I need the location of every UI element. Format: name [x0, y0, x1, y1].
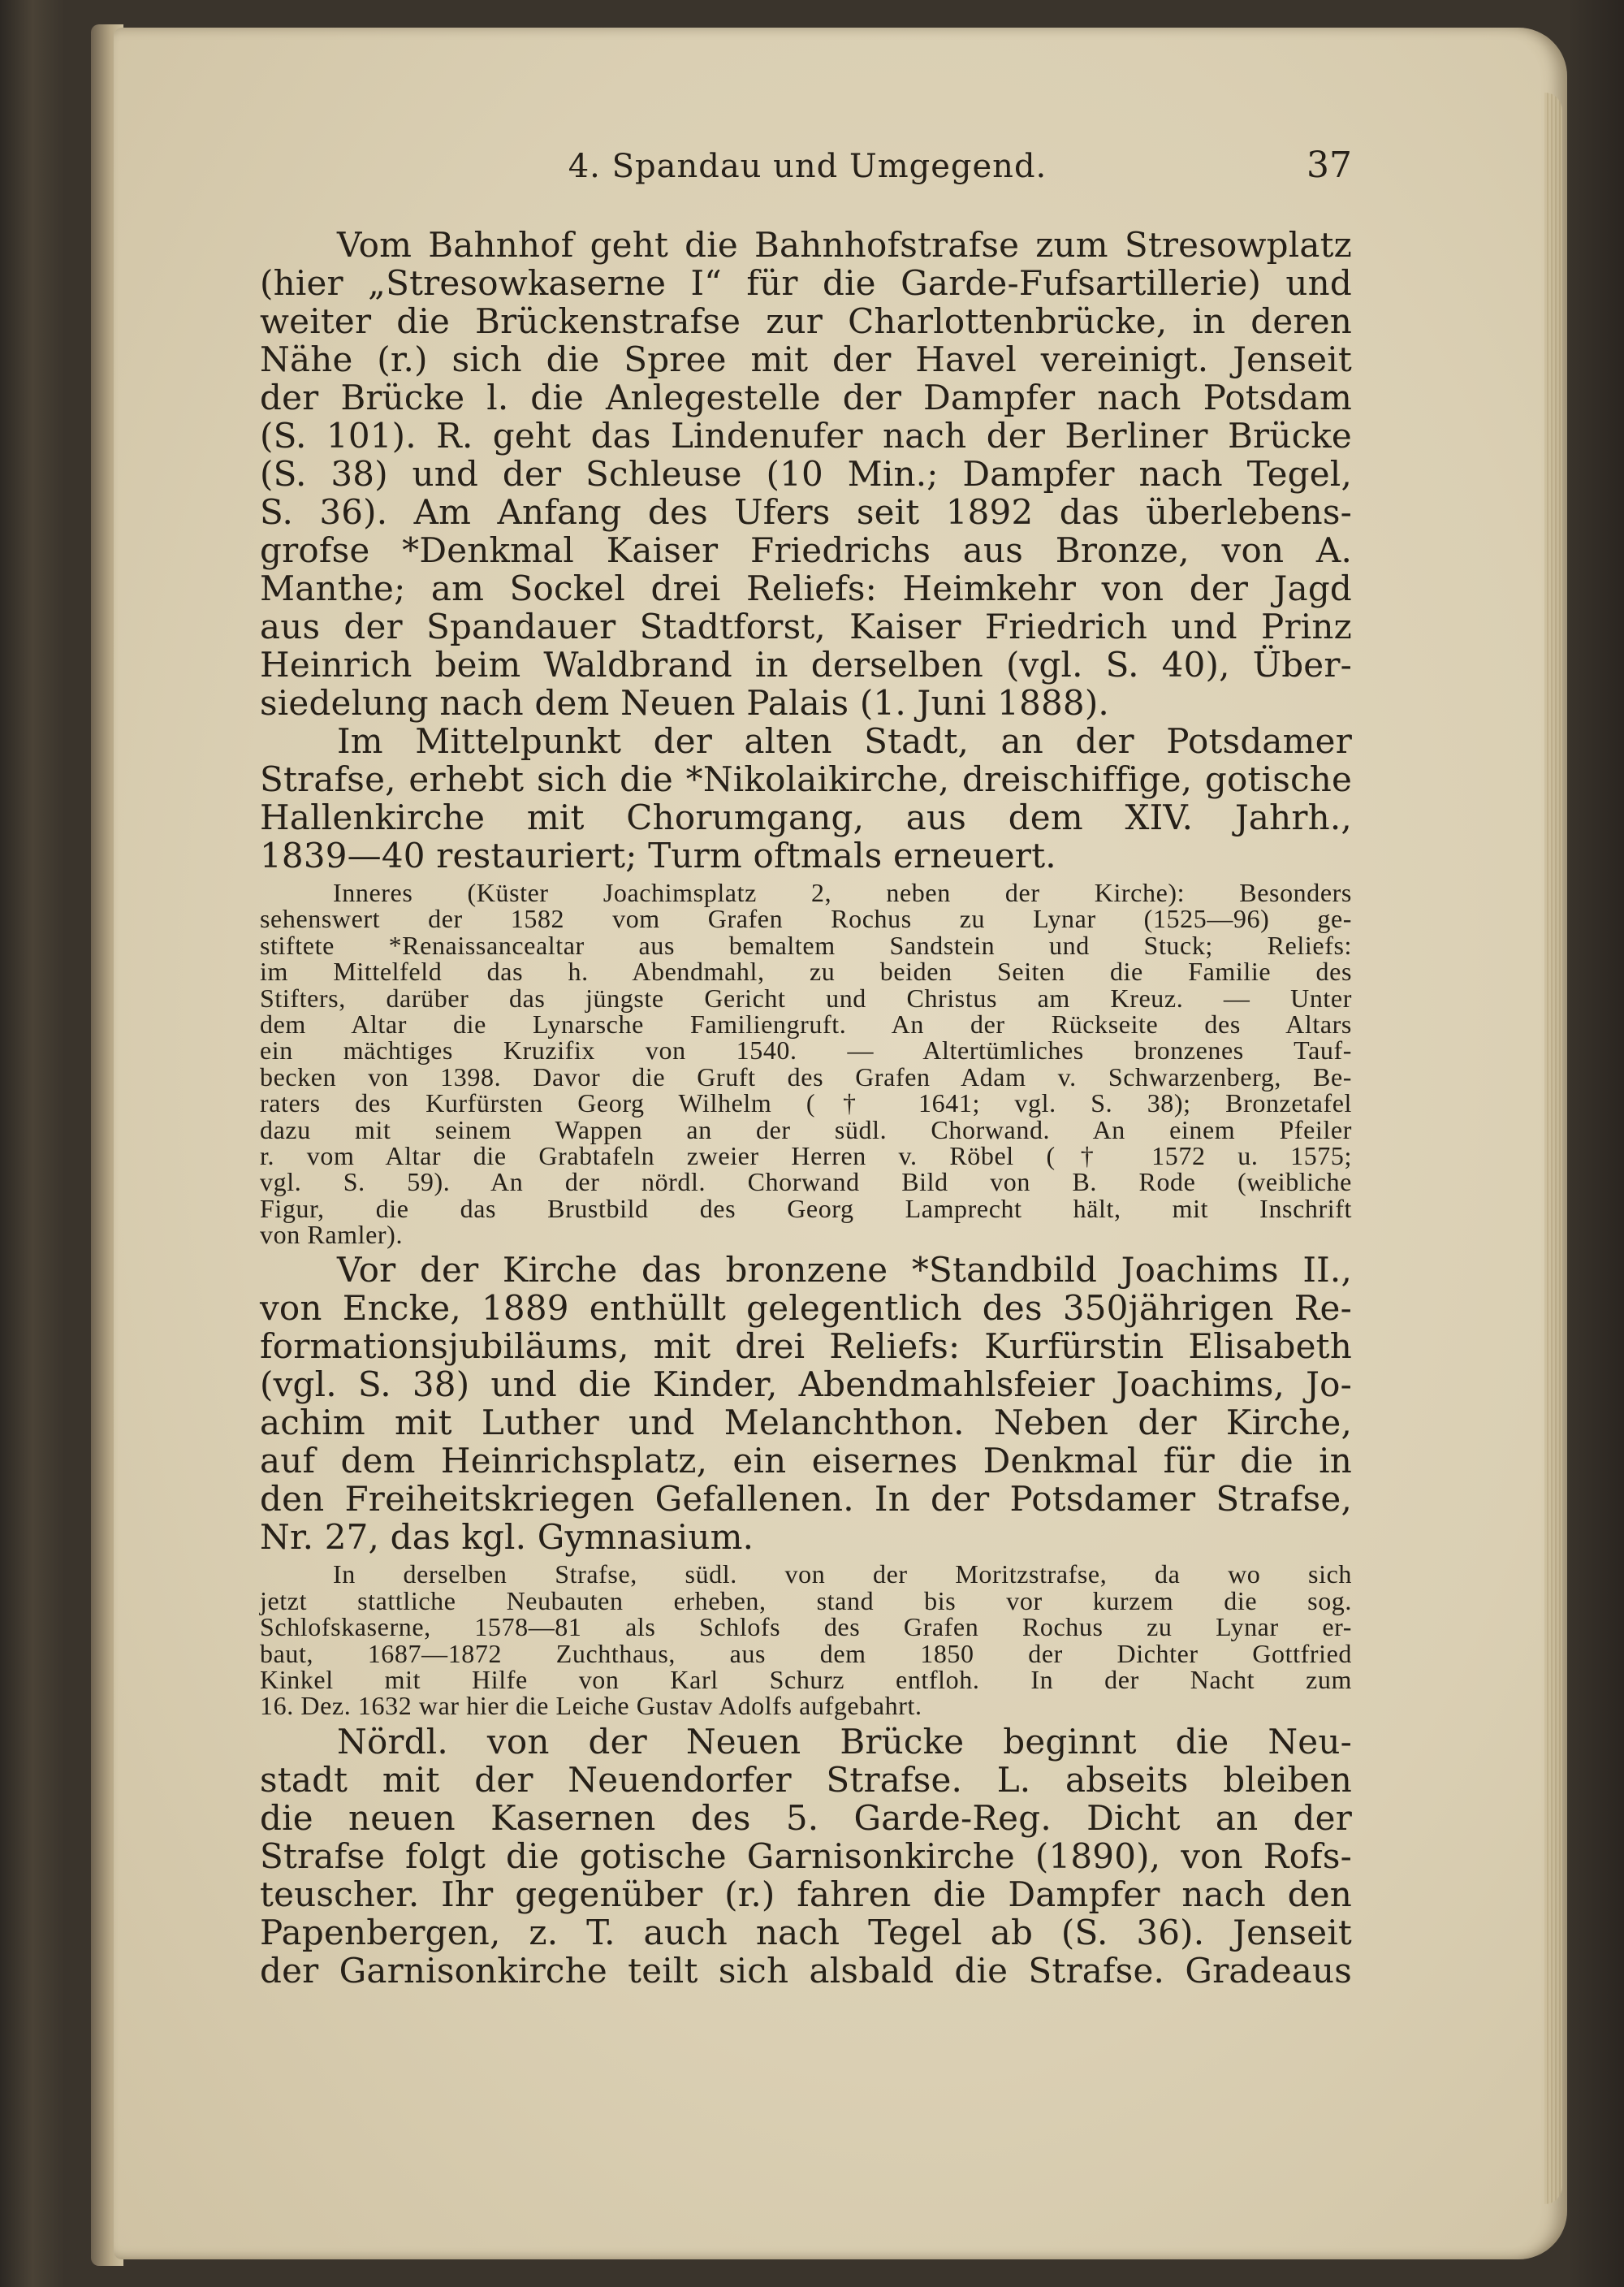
text-line: S. 36). Am Anfang des Ufers seit 1892 das überlebens-: [260, 492, 1352, 532]
text-line: Vom Bahnhof geht die Bahnhofstrafse zum Stresowplatz: [337, 225, 1352, 265]
text-line: stadt mit der Neuendorfer Strafse. L. abseits bleiben: [260, 1759, 1352, 1800]
note-line: ein mächtiges Kruzifix von 1540. — Altertümliches bronzenes Tauf-: [260, 1035, 1352, 1066]
page-number: 37: [1307, 145, 1352, 186]
note-line: raters des Kurfürsten Georg Wilhelm († 1641; vgl. S. 38); Bronzetafel: [260, 1088, 1352, 1118]
note-line: stiftete *Renaissancealtar aus bemaltem Sandstein und Stuck; Reliefs:: [260, 930, 1352, 960]
text-line: weiter die Brückenstrafse zur Charlottenbrücke, in deren: [260, 301, 1352, 341]
text-line: von Encke, 1889 enthüllt gelegentlich des 350jährigen Re-: [260, 1288, 1352, 1329]
text-line: Im Mittelpunkt der alten Stadt, an der Potsdamer: [337, 721, 1352, 761]
text-line: Nähe (r.) sich die Spree mit der Havel vereinigt. Jenseit: [260, 339, 1352, 379]
note-line: jetzt stattliche Neubauten erheben, stand bis vor kurzem die sog.: [260, 1585, 1352, 1615]
note-line: Stifters, darüber das jüngste Gericht und Christus am Kreuz. — Unter: [260, 983, 1352, 1013]
note-line: Inneres (Küster Joachimsplatz 2, neben der Kirche): Besonders: [333, 878, 1352, 907]
note-inneres: [260, 878, 1352, 1250]
text-line: Heinrich beim Waldbrand in derselben (vgl. S. 40), Über-: [260, 645, 1352, 685]
note-line: Schlofskaserne, 1578—81 als Schlofs des Grafen Rochus zu Lynar er-: [260, 1612, 1352, 1642]
note-line: von Ramler).: [260, 1220, 404, 1250]
text-line: Nördl. von der Neuen Brücke beginnt die Neu-: [337, 1721, 1352, 1762]
page-content: [260, 145, 1352, 1990]
note-line: dem Altar die Lynarsche Familiengruft. An der Rückseite des Altars: [260, 1009, 1352, 1039]
note-line: Figur, die das Brustbild des Georg Lamprecht hält, mit Inschrift: [260, 1193, 1352, 1223]
note-line: vgl. S. 59). An der nördl. Chorwand Bild von B. Rode (weibliche: [260, 1167, 1352, 1197]
note-line: baut, 1687—1872 Zuchthaus, aus dem 1850 der Dichter Gottfried: [260, 1638, 1352, 1668]
note-line: r. vom Altar die Grabtafeln zweier Herren v. Röbel († 1572 u. 1575;: [260, 1140, 1352, 1170]
text-line: der Brücke l. die Anlegestelle der Dampfer nach Potsdam: [260, 378, 1352, 417]
page-edges: [1544, 93, 1562, 2204]
running-head: [260, 145, 1352, 193]
note-line: 16. Dez. 1632 war hier die Leiche Gustav Adolfs aufgebahrt.: [260, 1691, 922, 1721]
text-line: den Freiheitskriegen Gefallenen. In der Potsdamer Strafse,: [260, 1479, 1352, 1520]
text-line: (S. 101). R. geht das Lindenufer nach der Berliner Brücke: [260, 416, 1352, 456]
text-line: Strafse, erhebt sich die *Nikolaikirche, dreischiffige, gotische: [260, 759, 1352, 799]
text-line: Manthe; am Sockel drei Reliefs: Heimkehr von der Jagd: [260, 569, 1352, 608]
paragraph-bahnhof: [260, 226, 1352, 722]
text-line: auf dem Heinrichsplatz, ein eisernes Denkmal für die in: [260, 1441, 1352, 1481]
text-line: der Garnisonkirche teilt sich alsbald die Strafse. Gradeaus: [260, 1950, 1352, 1991]
text-line: siedelung nach dem Neuen Palais (1. Juni 1888).: [260, 683, 1109, 723]
text-line: formationsjubiläums, mit drei Reliefs: Kurfürstin Elisabeth: [260, 1326, 1352, 1367]
paragraph-neustadt: [260, 1723, 1352, 1990]
text-line: Vor der Kirche das bronzene *Standbild Joachims II.,: [337, 1250, 1352, 1290]
text-line: (S. 38) und der Schleuse (10 Min.; Dampfer nach Tegel,: [260, 454, 1352, 494]
text-line: die neuen Kasernen des 5. Garde-Reg. Dicht an der: [260, 1797, 1352, 1838]
note-line: Kinkel mit Hilfe von Karl Schurz entfloh. In der Nacht zum: [260, 1665, 1352, 1695]
paragraph-nikolaikirche: [260, 722, 1352, 875]
text-line: Papenbergen, z. T. auch nach Tegel ab (S. 36). Jenseit: [260, 1912, 1352, 1952]
paragraph-standbild: [260, 1251, 1352, 1556]
note-line: In derselben Strafse, südl. von der Moritzstrafse, da wo sich: [333, 1559, 1352, 1589]
text-line: (hier „Stresowkaserne I“ für die Garde-Fufsartillerie) und: [260, 263, 1352, 303]
text-line: grofse *Denkmal Kaiser Friedrichs aus Bronze, von A.: [260, 530, 1352, 570]
text-line: Nr. 27, das kgl. Gymnasium.: [260, 1517, 754, 1558]
text-line: aus der Spandauer Stadtforst, Kaiser Friedrich und Prinz: [260, 607, 1352, 646]
note-line: im Mittelfeld das h. Abendmahl, zu beiden Seiten die Familie des: [260, 957, 1352, 987]
note-schlosskaserne: [260, 1559, 1352, 1721]
text-line: achim mit Luther und Melanchthon. Neben der Kirche,: [260, 1403, 1352, 1443]
text-line: Strafse folgt die gotische Garnisonkirche (1890), von Rofs-: [260, 1835, 1352, 1876]
chapter-title: 4. Spandau und Umgegend.: [568, 148, 1047, 185]
note-line: becken von 1398. Davor die Gruft des Grafen Adam v. Schwarzenberg, Be-: [260, 1061, 1352, 1092]
note-line: dazu mit seinem Wappen an der südl. Chorwand. An einem Pfeiler: [260, 1114, 1352, 1144]
text-line: 1839—40 restauriert; Turm oftmals erneuert.: [260, 836, 1056, 875]
note-line: sehenswert der 1582 vom Grafen Rochus zu Lynar (1525—96) ge-: [260, 904, 1352, 934]
text-line: teuscher. Ihr gegenüber (r.) fahren die Dampfer nach den: [260, 1874, 1352, 1914]
text-line: Hallenkirche mit Chorumgang, aus dem XIV. Jahrh.,: [260, 798, 1352, 837]
text-line: (vgl. S. 38) und die Kinder, Abendmahlsfeier Joachims, Jo-: [260, 1364, 1352, 1405]
